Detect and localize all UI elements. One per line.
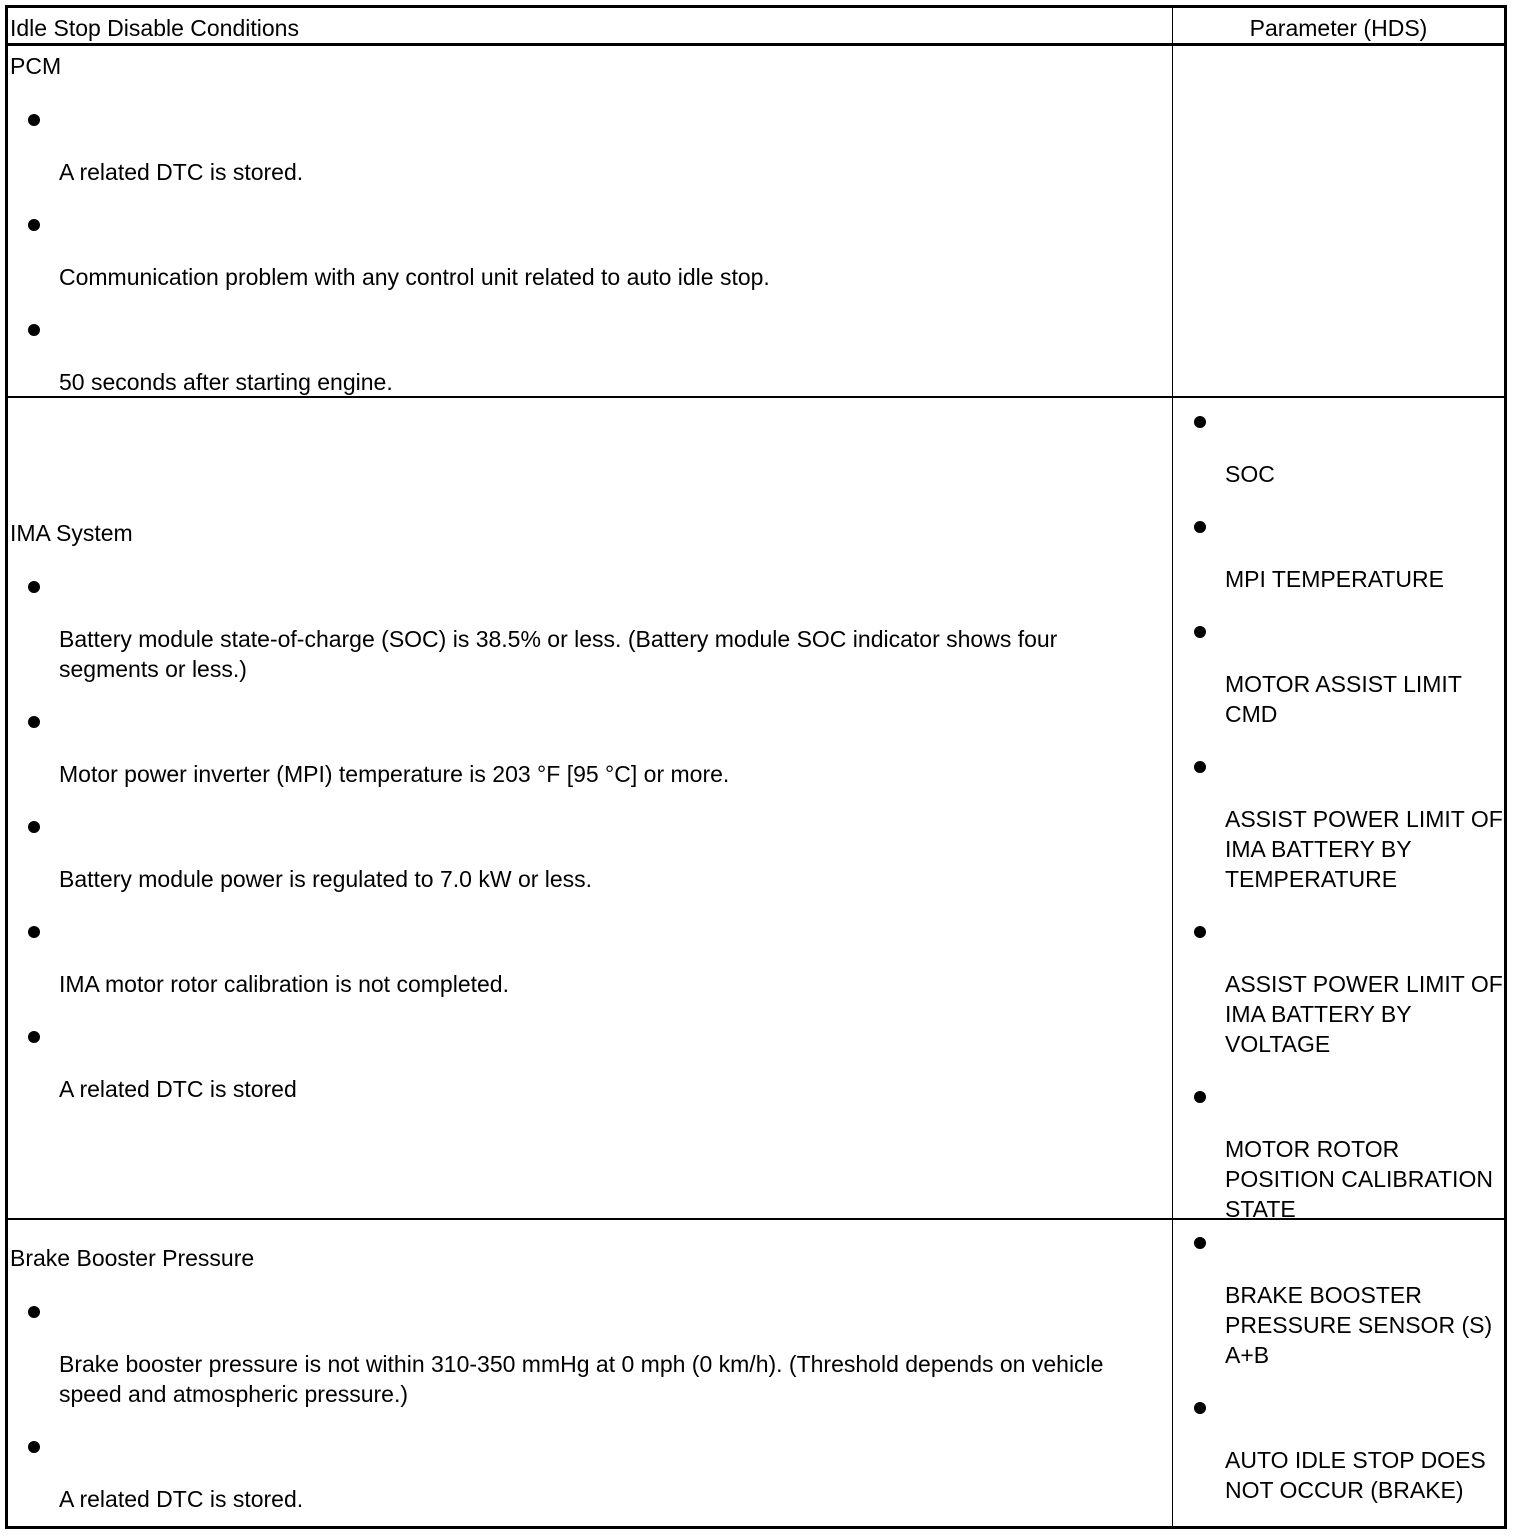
parameter-cell-brake bbox=[1173, 1220, 1504, 1526]
parameter-item: AUTO IDLE STOP DOES NOT OCCUR (BRAKE) bbox=[1225, 1447, 1486, 1503]
table-header-row bbox=[8, 8, 1504, 46]
bullet-icon bbox=[1194, 1091, 1206, 1103]
parameter-item: MOTOR ASSIST LIMIT CMD bbox=[1225, 671, 1462, 727]
bullet-icon bbox=[28, 219, 40, 231]
table-row-ima bbox=[8, 398, 1504, 1220]
list-item: Battery module state-of-charge (SOC) is 38.5% or less. (Battery module SOC indicator shows four segments or less.) bbox=[59, 626, 1058, 682]
bullet-icon bbox=[1194, 626, 1206, 638]
header-conditions: Idle Stop Disable Conditions bbox=[10, 15, 299, 41]
bullet-icon bbox=[1194, 926, 1206, 938]
section-title-ima: IMA System bbox=[10, 520, 133, 546]
list-item: Communication problem with any control unit related to auto idle stop. bbox=[59, 264, 770, 290]
bullet-icon bbox=[1194, 761, 1206, 773]
list-item: Motor power inverter (MPI) temperature is 203 °F [95 °C] or more. bbox=[59, 761, 730, 787]
list-item: Brake booster pressure is not within 310-350 mmHg at 0 mph (0 km/h). (Threshold depends on vehicle speed and atmospheric pressure.) bbox=[59, 1351, 1104, 1407]
header-cell-parameter bbox=[1173, 8, 1504, 43]
bullet-icon bbox=[28, 1441, 40, 1453]
parameter-item: ASSIST POWER LIMIT OF IMA BATTERY BY TEMPERATURE bbox=[1225, 806, 1503, 892]
bullet-icon bbox=[28, 114, 40, 126]
section-title-brake: Brake Booster Pressure bbox=[10, 1245, 255, 1271]
parameter-cell-ima bbox=[1173, 398, 1504, 1218]
bullet-icon bbox=[1194, 1402, 1206, 1414]
bullet-icon bbox=[28, 821, 40, 833]
section-title-pcm: PCM bbox=[10, 53, 62, 79]
parameter-item: MOTOR ROTOR POSITION CALIBRATION STATE bbox=[1225, 1136, 1493, 1218]
bullet-icon bbox=[1194, 1237, 1206, 1249]
list-item: A related DTC is stored. bbox=[59, 159, 304, 185]
list-item: 50 seconds after starting engine. bbox=[59, 369, 393, 395]
list-item: Battery module power is regulated to 7.0 kW or less. bbox=[59, 866, 593, 892]
list-item: A related DTC is stored. bbox=[59, 1486, 304, 1512]
list-item: A related DTC is stored bbox=[59, 1076, 297, 1102]
bullet-icon bbox=[28, 1031, 40, 1043]
conditions-cell-ima bbox=[8, 398, 1172, 1218]
bullet-icon bbox=[28, 716, 40, 728]
parameter-item: ASSIST POWER LIMIT OF IMA BATTERY BY VOLTAGE bbox=[1225, 971, 1503, 1057]
parameter-item: MPI TEMPERATURE bbox=[1225, 566, 1444, 592]
conditions-table bbox=[5, 5, 1507, 1529]
parameter-item: BRAKE BOOSTER PRESSURE SENSOR (S) A+B bbox=[1225, 1282, 1493, 1368]
conditions-cell-pcm bbox=[8, 46, 1172, 396]
list-item: IMA motor rotor calibration is not completed. bbox=[59, 971, 509, 997]
bullet-icon bbox=[1194, 521, 1206, 533]
bullet-icon bbox=[28, 581, 40, 593]
conditions-cell-brake bbox=[8, 1220, 1172, 1526]
header-parameter: Parameter (HDS) bbox=[1249, 15, 1428, 41]
bullet-icon bbox=[28, 1306, 40, 1318]
table-row-pcm bbox=[8, 46, 1504, 398]
bullet-icon bbox=[28, 926, 40, 938]
bullet-icon bbox=[1194, 416, 1206, 428]
table-row-brake bbox=[8, 1220, 1504, 1526]
header-cell-conditions bbox=[8, 8, 1172, 43]
parameter-cell-pcm bbox=[1173, 46, 1504, 396]
parameter-item: SOC bbox=[1225, 461, 1275, 487]
bullet-icon bbox=[28, 324, 40, 336]
